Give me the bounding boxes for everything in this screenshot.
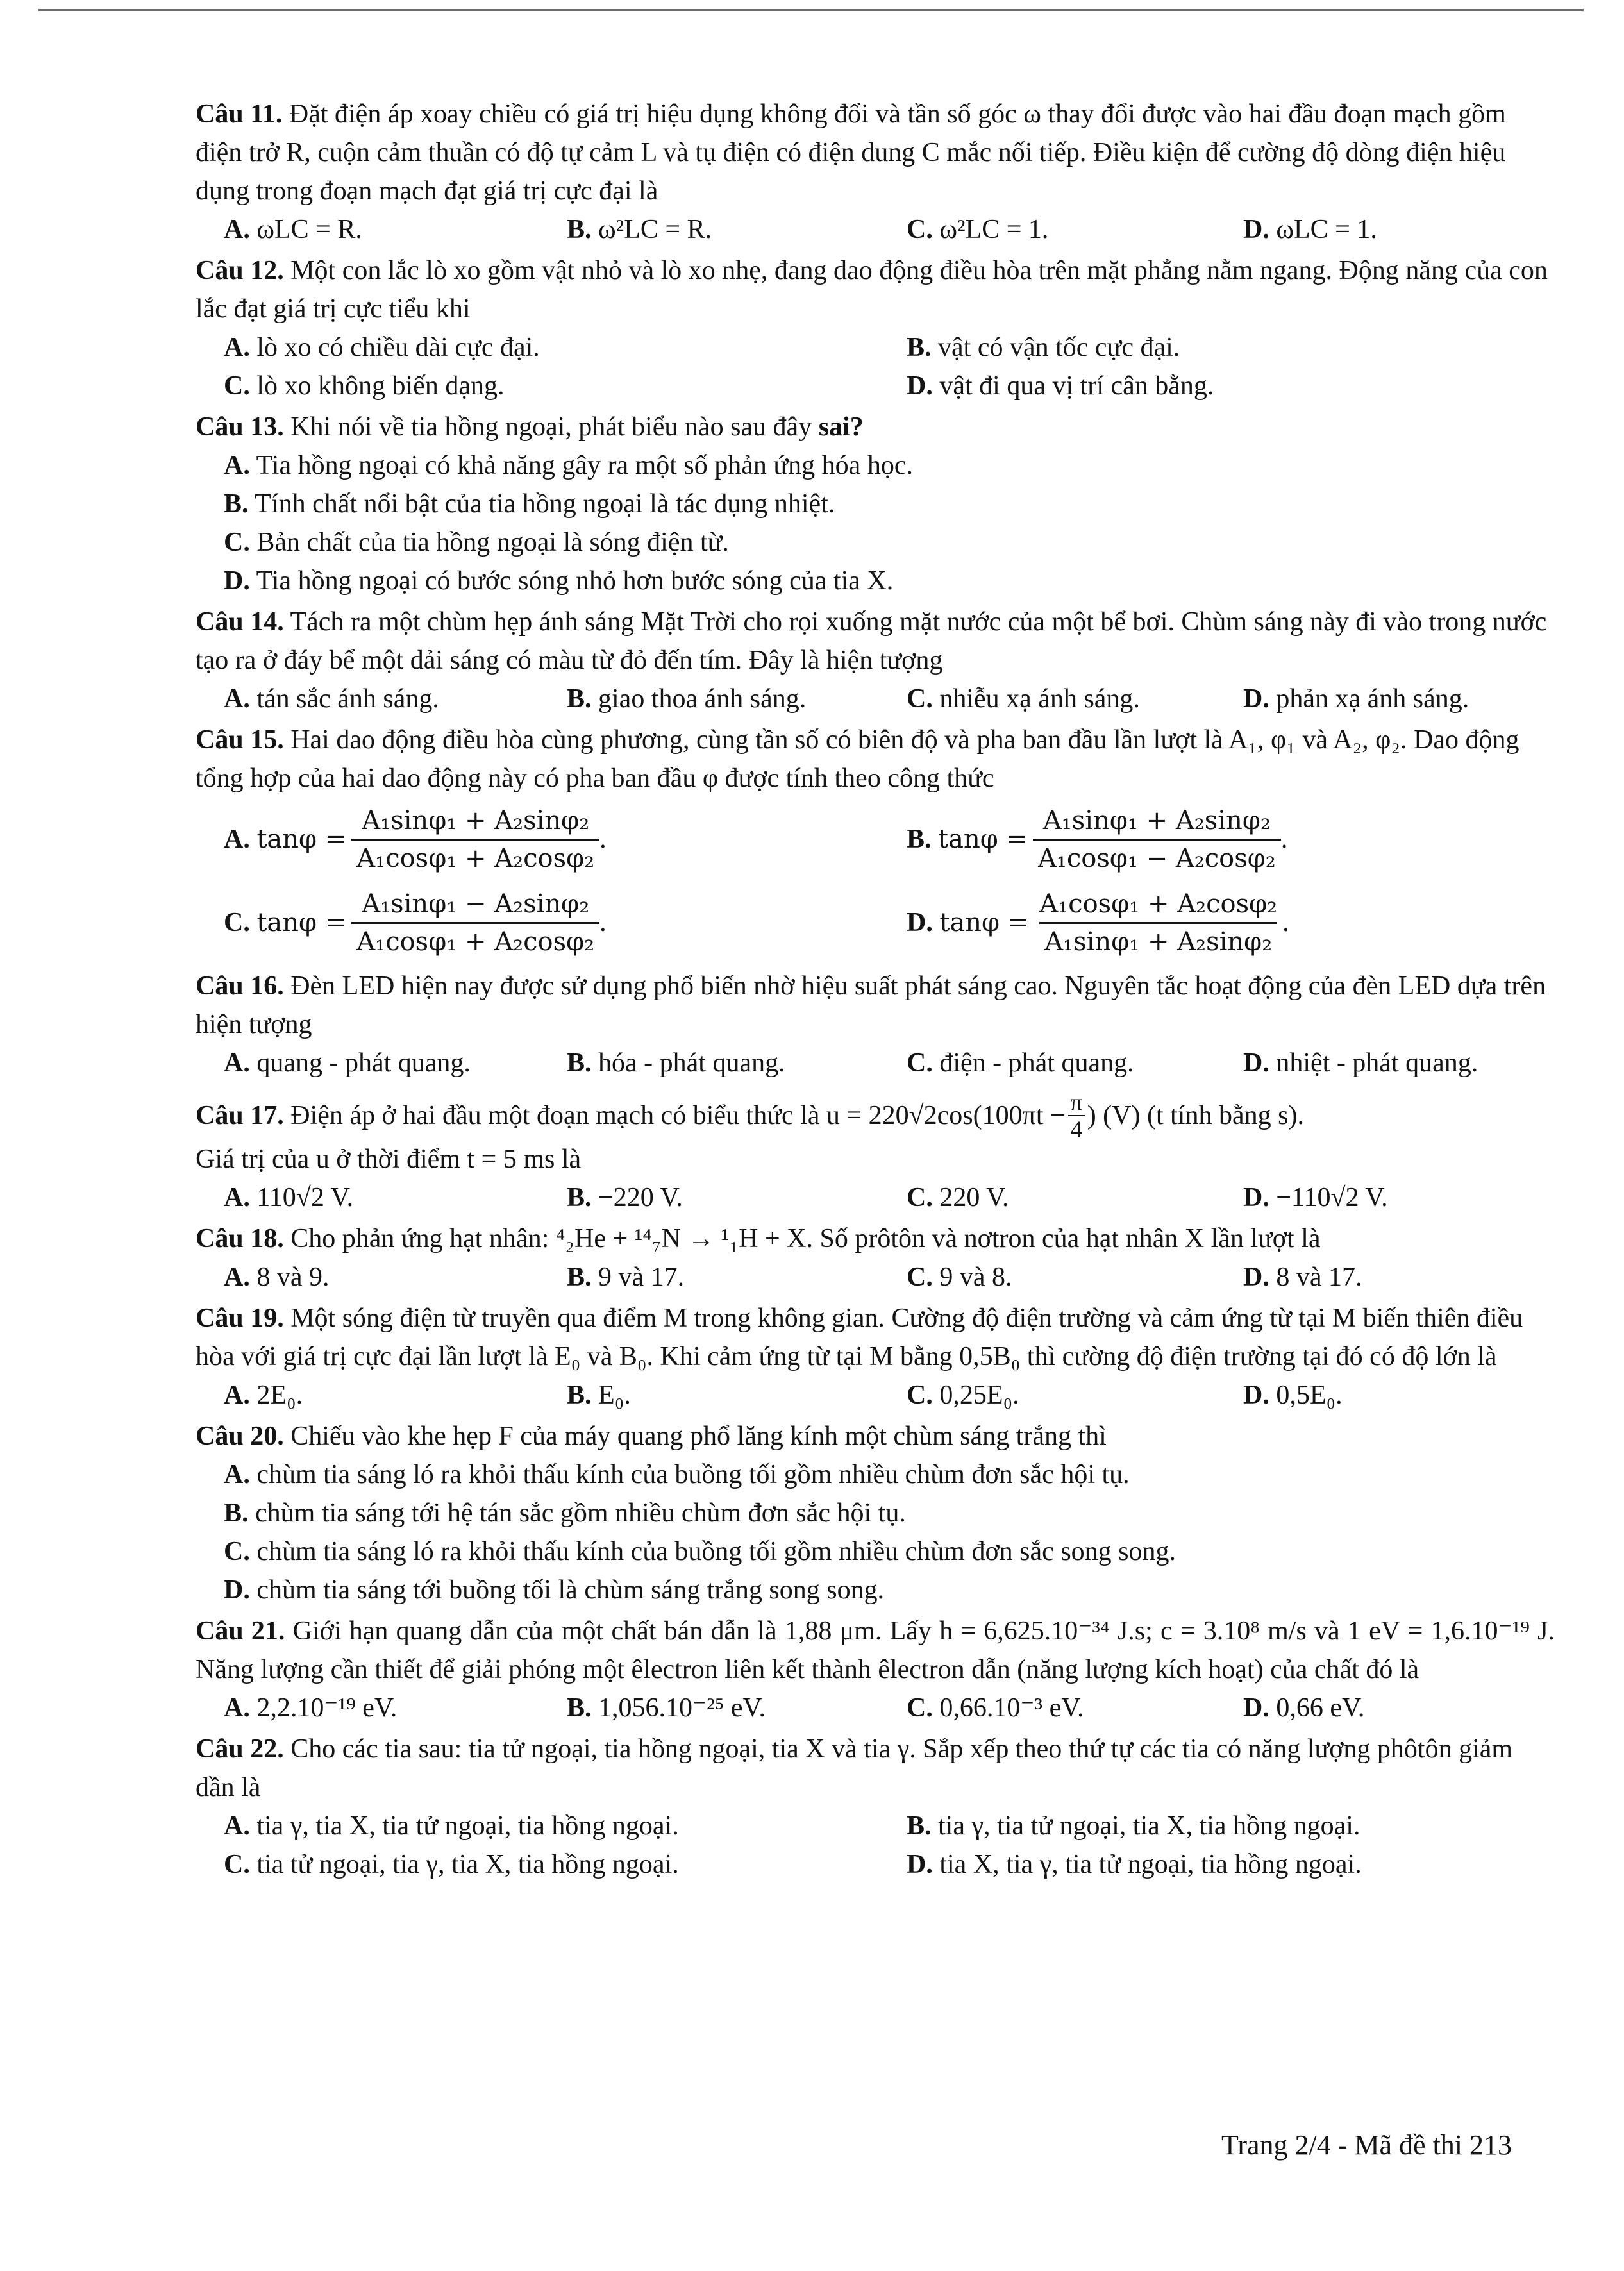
question-stem: Đặt điện áp xoay chiều có giá trị hiệu dụng không đổi và tần số góc ω thay đổi được vào hai đầu đoạn mạch gồm điện trở R, cuộn cảm thuần có độ tự cảm L và tụ điện có điện dung C mắc nối tiếp. Điều kiện để cường độ dòng điện hiệu dụng trong đoạn mạch đạt giá trị cực đại là (196, 99, 1506, 206)
question-emphasis: sai? (818, 412, 864, 442)
page-footer: Trang 2/4 - Mã đề thi 213 (1221, 2129, 1512, 2161)
option-c[interactable]: C. 9 và 8. (907, 1262, 1012, 1292)
question-label: Câu 20. (196, 1421, 284, 1451)
question-17 (196, 1091, 1555, 1217)
option-b[interactable]: B. 9 và 17. (567, 1262, 685, 1292)
question-19 (196, 1299, 1555, 1414)
option-a[interactable]: A. ωLC = R. (224, 215, 362, 244)
option-b[interactable]: B. 1,056.10⁻²⁵ eV. (567, 1693, 766, 1723)
option-d[interactable]: D. chùm tia sáng tới buồng tối là chùm sáng trắng song song. (224, 1575, 885, 1605)
question-label: Câu 14. (196, 607, 284, 637)
question-14 (196, 603, 1555, 718)
option-d[interactable]: D. 0,5E₀. (1243, 1380, 1343, 1410)
question-stem-line2: Giá trị của u ở thời điểm t = 5 ms là (196, 1144, 582, 1174)
question-11 (196, 95, 1555, 249)
formula-prefix: tanφ = (256, 908, 347, 937)
question-stem: Khi nói về tia hồng ngoại, phát biểu nào sau đây (290, 412, 812, 442)
option-d[interactable]: D. 0,66 eV. (1243, 1693, 1365, 1723)
option-c[interactable]: C. tanφ = $\frac{\text{A₁sinφ₁ − A₂sinφ₂}}{\text{A₁cosφ₁ + A₂cosφ₂}}$ . (224, 881, 907, 964)
option-a[interactable]: A. 2E₀. (224, 1380, 303, 1410)
pi-over-four-fraction: $\frac{\pi}{4}$ (1068, 1089, 1085, 1142)
option-c[interactable]: C. 220 V. (907, 1183, 1009, 1212)
option-b[interactable]: B. −220 V. (567, 1183, 683, 1212)
option-d[interactable]: D. ωLC = 1. (1243, 215, 1377, 244)
question-label: Câu 21. (196, 1616, 285, 1646)
question-18 (196, 1219, 1555, 1296)
option-c[interactable]: C. ω²LC = 1. (907, 215, 1049, 244)
option-c[interactable]: C. 0,66.10⁻³ eV. (907, 1693, 1084, 1723)
option-c[interactable]: C. chùm tia sáng ló ra khỏi thấu kính của buồng tối gồm nhiều chùm đơn sắc song song. (224, 1537, 1176, 1566)
option-a[interactable]: A. 2,2.10⁻¹⁹ eV. (224, 1693, 398, 1723)
question-stem: Một con lắc lò xo gồm vật nhỏ và lò xo nhẹ, đang dao động điều hòa trên mặt phẳng nằm ngang. Động năng của con lắc đạt giá trị cực tiểu khi (196, 256, 1548, 324)
question-stem: Chiếu vào khe hẹp F của máy quang phổ lăng kính một chùm sáng trắng thì (290, 1421, 1107, 1451)
question-12 (196, 251, 1555, 405)
option-a[interactable]: A. Tia hồng ngoại có khả năng gây ra một số phản ứng hóa học. (224, 451, 913, 480)
option-d[interactable]: D. vật đi qua vị trí cân bằng. (907, 371, 1214, 401)
option-c[interactable]: C. lò xo không biến dạng. (224, 371, 505, 401)
question-label: Câu 16. (196, 971, 284, 1001)
formula-prefix: tanφ = (939, 908, 1030, 937)
option-b[interactable]: B. chùm tia sáng tới hệ tán sắc gồm nhiều chùm đơn sắc hội tụ. (224, 1498, 906, 1528)
formula-prefix: tanφ = (256, 825, 347, 854)
option-a[interactable]: A. 8 và 9. (224, 1262, 330, 1292)
option-a[interactable]: A. chùm tia sáng ló ra khỏi thấu kính của buồng tối gồm nhiều chùm đơn sắc hội tụ. (224, 1460, 1130, 1489)
option-d[interactable]: D. tanφ = $\frac{\text{A₁cosφ₁ + A₂cosφ₂}}{\text{A₁sinφ₁ + A₂sinφ₂}}$ . (907, 881, 1583, 964)
option-b[interactable]: B. vật có vận tốc cực đại. (907, 333, 1180, 362)
question-stem-end: ) (V) (t tính bằng s). (1087, 1101, 1304, 1130)
question-label: Câu 13. (196, 412, 284, 442)
option-d[interactable]: D. 8 và 17. (1243, 1262, 1362, 1292)
option-a[interactable]: A. lò xo có chiều dài cực đại. (224, 333, 540, 362)
question-stem: Điện áp ở hai đầu một đoạn mạch có biểu thức là u = 220√2cos(100πt − (290, 1101, 1066, 1130)
question-stem: Cho các tia sau: tia tử ngoại, tia hồng ngoại, tia X và tia γ. Sắp xếp theo thứ tự các tia có năng lượng phôtôn giảm dần là (196, 1734, 1513, 1802)
question-label: Câu 12. (196, 256, 284, 285)
option-a[interactable]: A. tia γ, tia X, tia tử ngoại, tia hồng ngoại. (224, 1811, 679, 1841)
option-b[interactable]: B. giao thoa ánh sáng. (567, 684, 807, 714)
formula-fraction: $\frac{\text{A₁cosφ₁ + A₂cosφ₂}}{\text{A₁sinφ₁ + A₂sinφ₂}}$ (1034, 886, 1282, 960)
option-b[interactable]: B. E₀. (567, 1380, 631, 1410)
formula-fraction: $\frac{\text{A₁sinφ₁ + A₂sinφ₂}}{\text{A₁cosφ₁ − A₂cosφ₂}}$ (1033, 803, 1281, 876)
option-d[interactable]: D. −110√2 V. (1243, 1183, 1388, 1212)
option-b[interactable]: B. hóa - phát quang. (567, 1048, 785, 1078)
exam-page (196, 95, 1555, 1884)
question-21 (196, 1612, 1555, 1727)
question-stem: Một sóng điện từ truyền qua điểm M trong không gian. Cường độ điện trường và cảm ứng từ tại M biến thiên điều hòa với giá trị cực đại lần lượt là E₀ và B₀. Khi cảm ứng từ tại M bằng 0,5B₀ thì cường độ điện trường tại đó có độ lớn là (196, 1303, 1523, 1371)
question-16 (196, 967, 1555, 1082)
option-a[interactable]: A. 110√2 V. (224, 1183, 353, 1212)
question-label: Câu 19. (196, 1303, 284, 1333)
formula-prefix: tanφ = (938, 825, 1028, 854)
question-label: Câu 15. (196, 725, 284, 755)
option-d[interactable]: D. phản xạ ánh sáng. (1243, 684, 1469, 714)
option-b[interactable]: B. tia γ, tia tử ngoại, tia X, tia hồng ngoại. (907, 1811, 1360, 1841)
option-d[interactable]: D. tia X, tia γ, tia tử ngoại, tia hồng ngoại. (907, 1850, 1362, 1879)
question-label: Câu 22. (196, 1734, 284, 1764)
question-15 (196, 721, 1555, 964)
question-stem: Đèn LED hiện nay được sử dụng phổ biến nhờ hiệu suất phát sáng cao. Nguyên tắc hoạt động của đèn LED dựa trên hiện tượng (196, 971, 1546, 1039)
top-rule (38, 9, 1584, 11)
option-c[interactable]: C. 0,25E₀. (907, 1380, 1019, 1410)
option-a[interactable]: A. quang - phát quang. (224, 1048, 471, 1078)
question-label: Câu 18. (196, 1224, 284, 1253)
question-stem: Giới hạn quang dẫn của một chất bán dẫn là 1,88 μm. Lấy h = 6,625.10⁻³⁴ J.s; c = 3.10⁸ m/s và 1 eV = 1,6.10⁻¹⁹ J. Năng lượng cần thiết để giải phóng một êlectron liên kết thành êlectron dẫn (năng lượng kích hoạt) của chất đó là (196, 1616, 1555, 1684)
option-a[interactable]: A. tanφ = $\frac{\text{A₁sinφ₁ + A₂sinφ₂}}{\text{A₁cosφ₁ + A₂cosφ₂}}$ . (224, 798, 907, 881)
option-d[interactable]: D. Tia hồng ngoại có bước sóng nhỏ hơn bước sóng của tia X. (224, 566, 894, 596)
question-label: Câu 17. (196, 1101, 284, 1130)
question-stem: Tách ra một chùm hẹp ánh sáng Mặt Trời cho rọi xuống mặt nước của một bể bơi. Chùm sáng này đi vào trong nước tạo ra ở đáy bể một dải sáng có màu từ đỏ đến tím. Đây là hiện tượng (196, 607, 1547, 675)
option-b[interactable]: B. Tính chất nổi bật của tia hồng ngoại là tác dụng nhiệt. (224, 489, 835, 519)
option-c[interactable]: C. tia tử ngoại, tia γ, tia X, tia hồng ngoại. (224, 1850, 679, 1879)
option-c[interactable]: C. Bản chất của tia hồng ngoại là sóng điện từ. (224, 528, 729, 557)
formula-fraction: $\frac{\text{A₁sinφ₁ − A₂sinφ₂}}{\text{A₁cosφ₁ + A₂cosφ₂}}$ (351, 886, 599, 960)
option-c[interactable]: C. điện - phát quang. (907, 1048, 1134, 1078)
question-stem: Cho phản ứng hạt nhân: ⁴₂He + ¹⁴₇N → ¹₁H + X. Số prôtôn và nơtron của hạt nhân X lần lượt là (290, 1224, 1321, 1253)
option-b[interactable]: B. tanφ = $\frac{\text{A₁sinφ₁ + A₂sinφ₂}}{\text{A₁cosφ₁ − A₂cosφ₂}}$ . (907, 798, 1583, 881)
option-a[interactable]: A. tán sắc ánh sáng. (224, 684, 439, 714)
question-stem: Hai dao động điều hòa cùng phương, cùng tần số có biên độ và pha ban đầu lần lượt là A₁, φ₁ và A₂, φ₂. Dao động tổng hợp của hai dao động này có pha ban đầu φ được tính theo công thức (196, 725, 1519, 793)
question-22 (196, 1730, 1555, 1884)
option-b[interactable]: B. ω²LC = R. (567, 215, 712, 244)
question-13 (196, 408, 1555, 600)
question-label: Câu 11. (196, 99, 283, 129)
option-d[interactable]: D. nhiệt - phát quang. (1243, 1048, 1478, 1078)
option-c[interactable]: C. nhiễu xạ ánh sáng. (907, 684, 1140, 714)
question-20 (196, 1417, 1555, 1609)
formula-fraction: $\frac{\text{A₁sinφ₁ + A₂sinφ₂}}{\text{A₁cosφ₁ + A₂cosφ₂}}$ (351, 803, 599, 876)
